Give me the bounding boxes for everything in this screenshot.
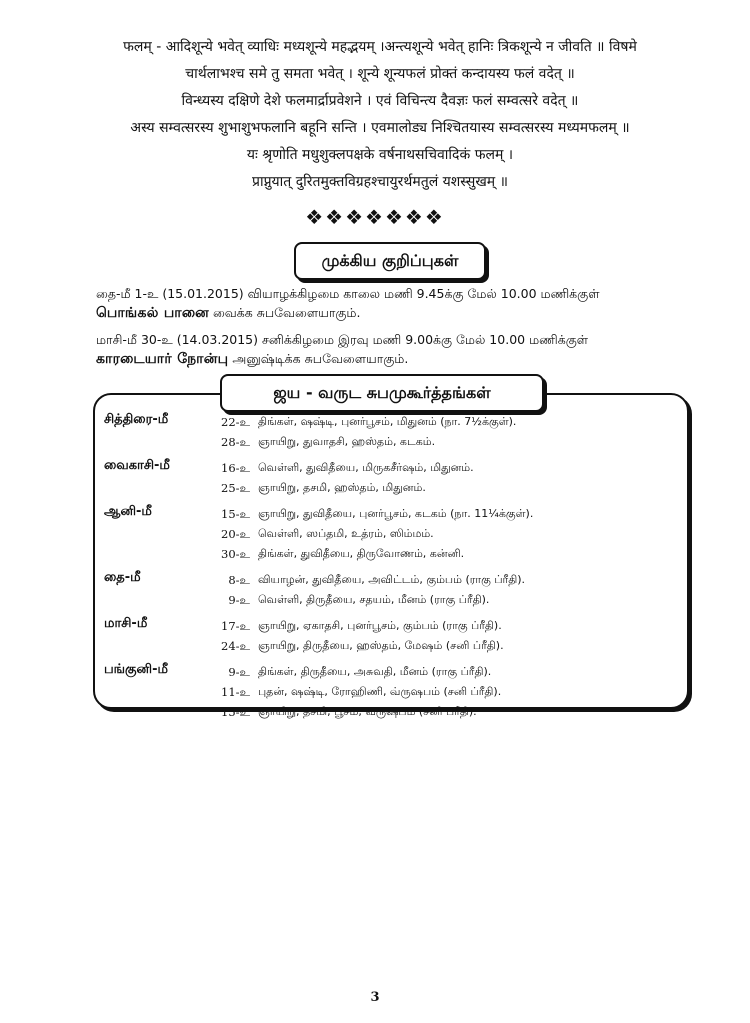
month-group [104, 662, 674, 722]
entry-date: 9-உ [228, 593, 250, 607]
entry-desc: ஞாயிறு, தசமி, ஹஸ்தம், மிதுனம். [258, 481, 426, 494]
verse-line: फलम् - आदिशून्ये भवेत् व्याधिः मध्यशून्ये महद्भयम् ।अन्त्यशून्ये भवेत् हानिः त्रिकशून्ये न जीवति ॥ विषमे [123, 39, 637, 55]
note-rest: வைக்க சுபவேளையாகும். [209, 305, 361, 320]
muhurtham-entry [104, 544, 674, 564]
entry-date: 17-உ [221, 619, 250, 633]
note-pongal [96, 284, 696, 323]
muhurtham-entry [104, 504, 674, 524]
muhurtham-entry [104, 432, 674, 452]
entry-date: 8-உ [228, 573, 250, 587]
entry-desc: ஞாயிறு, தசமி, பூசம், வ்ருஷபம் (சனி ப்ரீதி). [258, 705, 477, 718]
page-number: 3 [370, 990, 380, 1005]
month-label: வைகாசி-மீ [104, 458, 170, 473]
muhurtham-entry [104, 616, 674, 636]
muhurtham-entry [104, 412, 674, 432]
month-label: பங்குனி-மீ [104, 662, 168, 677]
muhurtham-heading: ஜய - வருட சுபமுகூர்த்தங்கள் [220, 374, 544, 412]
month-group [104, 570, 674, 610]
entry-desc: ஞாயிறு, துவாதசி, ஹஸ்தம், கடகம். [258, 435, 436, 448]
muhurtham-entry [104, 662, 674, 682]
month-label: சித்திரை-மீ [104, 412, 169, 427]
entry-date: 15-உ [221, 705, 250, 719]
verse-line: प्राप्नुयात् दुरितमुक्तविग्रहश्चायुरर्थमतुलं यशस्सुखम् ॥ [252, 174, 508, 190]
entry-date: 16-உ [221, 461, 250, 475]
entry-desc: புதன், ஷஷ்டி, ரோஹிணி, வ்ருஷபம் (சனி ப்ரீதி). [258, 685, 502, 698]
note-line [96, 349, 696, 369]
entry-desc: வியாழன், துவிதீயை, அவிட்டம், கும்பம் (ராகு ப்ரீதி). [258, 573, 526, 586]
entry-date: 11-உ [221, 685, 250, 699]
entry-date: 9-உ [228, 665, 250, 679]
month-label: தை-மீ [104, 570, 141, 585]
note-rest: அனுஷ்டிக்க சுபவேளையாகும். [228, 351, 409, 366]
verse-line: चार्थलाभश्च समे तु समता भवेत् । शून्ये शून्यफलं प्रोक्तं कन्दायस्य फलं वदेत् ॥ [185, 66, 575, 82]
muhurtham-list [104, 412, 674, 728]
note-highlight: காரடையார் நோன்பு [96, 351, 229, 367]
verse-line: अस्य सम्वत्सरस्य शुभाशुभफलानि बहूनि सन्ति । एवमालोड्य निश्चितयास्य सम्वत्सरस्य मध्यमफलम् ॥ [130, 120, 630, 136]
entry-desc: வெள்ளி, திருதீயை, சதயம், மீனம் (ராகு ப்ரீதி). [258, 593, 490, 606]
note-highlight: பொங்கல் பானை [96, 305, 209, 321]
entry-desc: திங்கள், துவிதீயை, திருவோணம், கன்னி. [258, 547, 465, 560]
muhurtham-entry [104, 682, 674, 702]
note-line: மாசி-மீ 30-உ (14.03.2015) சனிக்கிழமை இரவு மணி 9.00க்கு மேல் 10.00 மணிக்குள் [96, 332, 589, 347]
entry-date: 20-உ [221, 527, 250, 541]
muhurtham-entry [104, 590, 674, 610]
entry-date: 30-உ [221, 547, 250, 561]
note-line [96, 303, 696, 323]
entry-desc: ஞாயிறு, திருதீயை, ஹஸ்தம், மேஷம் (சனி ப்ரீதி). [258, 639, 504, 652]
muhurtham-entry [104, 478, 674, 498]
entry-desc: வெள்ளி, ஸப்தமி, உத்ரம், ஸிம்மம். [258, 527, 434, 540]
month-group [104, 504, 674, 564]
entry-date: 28-உ [221, 435, 250, 449]
month-label: மாசி-மீ [104, 616, 148, 631]
month-group [104, 616, 674, 656]
entry-desc: ஞாயிறு, ஏகாதசி, புனர்பூசம், கும்பம் (ராகு ப்ரீதி). [258, 619, 502, 632]
muhurtham-entry [104, 636, 674, 656]
entry-date: 25-உ [221, 481, 250, 495]
month-group [104, 412, 674, 452]
month-label: ஆனி-மீ [104, 504, 152, 519]
note-line: தை-மீ 1-உ (15.01.2015) வியாழக்கிழமை காலை மணி 9.45க்கு மேல் 10.00 மணிக்குள் [96, 286, 600, 301]
verse-line: यः श्रृणोति मधुशुक्लपक्षके वर्षनाथसचिवादिकं फलम् । [246, 147, 514, 163]
muhurtham-entry [104, 524, 674, 544]
notes-heading: முக்கிய குறிப்புகள் [294, 242, 486, 280]
verse-line: विन्ध्यस्य दक्षिणे देशे फलमार्द्राप्रवेशने । एवं विचिन्त्य दैवज्ञः फलं सम्वत्सरे वदेत् ॥ [181, 93, 579, 109]
entry-date: 15-உ [221, 507, 250, 521]
muhurtham-entry [104, 570, 674, 590]
entry-desc: வெள்ளி, துவிதீயை, மிருகசீர்ஷம், மிதுனம். [258, 461, 474, 474]
entry-date: 22-உ [221, 415, 250, 429]
sanskrit-verse-block [40, 34, 720, 196]
ornament-divider: ❖❖❖❖❖❖❖ [305, 205, 445, 229]
month-group [104, 458, 674, 498]
entry-desc: திங்கள், ஷஷ்டி, புனர்பூசம், மிதுனம் (நா. 7½க்குள்). [258, 415, 517, 428]
muhurtham-entry [104, 458, 674, 478]
note-karadaiyar [96, 330, 696, 369]
entry-desc: ஞாயிறு, துவிதீயை, புனர்பூசம், கடகம் (நா. 11¼க்குள்). [258, 507, 534, 520]
muhurtham-entry [104, 702, 674, 722]
entry-date: 24-உ [221, 639, 250, 653]
entry-desc: திங்கள், திருதீயை, அசுவதி, மீனம் (ராகு ப்ரீதி). [258, 665, 492, 678]
